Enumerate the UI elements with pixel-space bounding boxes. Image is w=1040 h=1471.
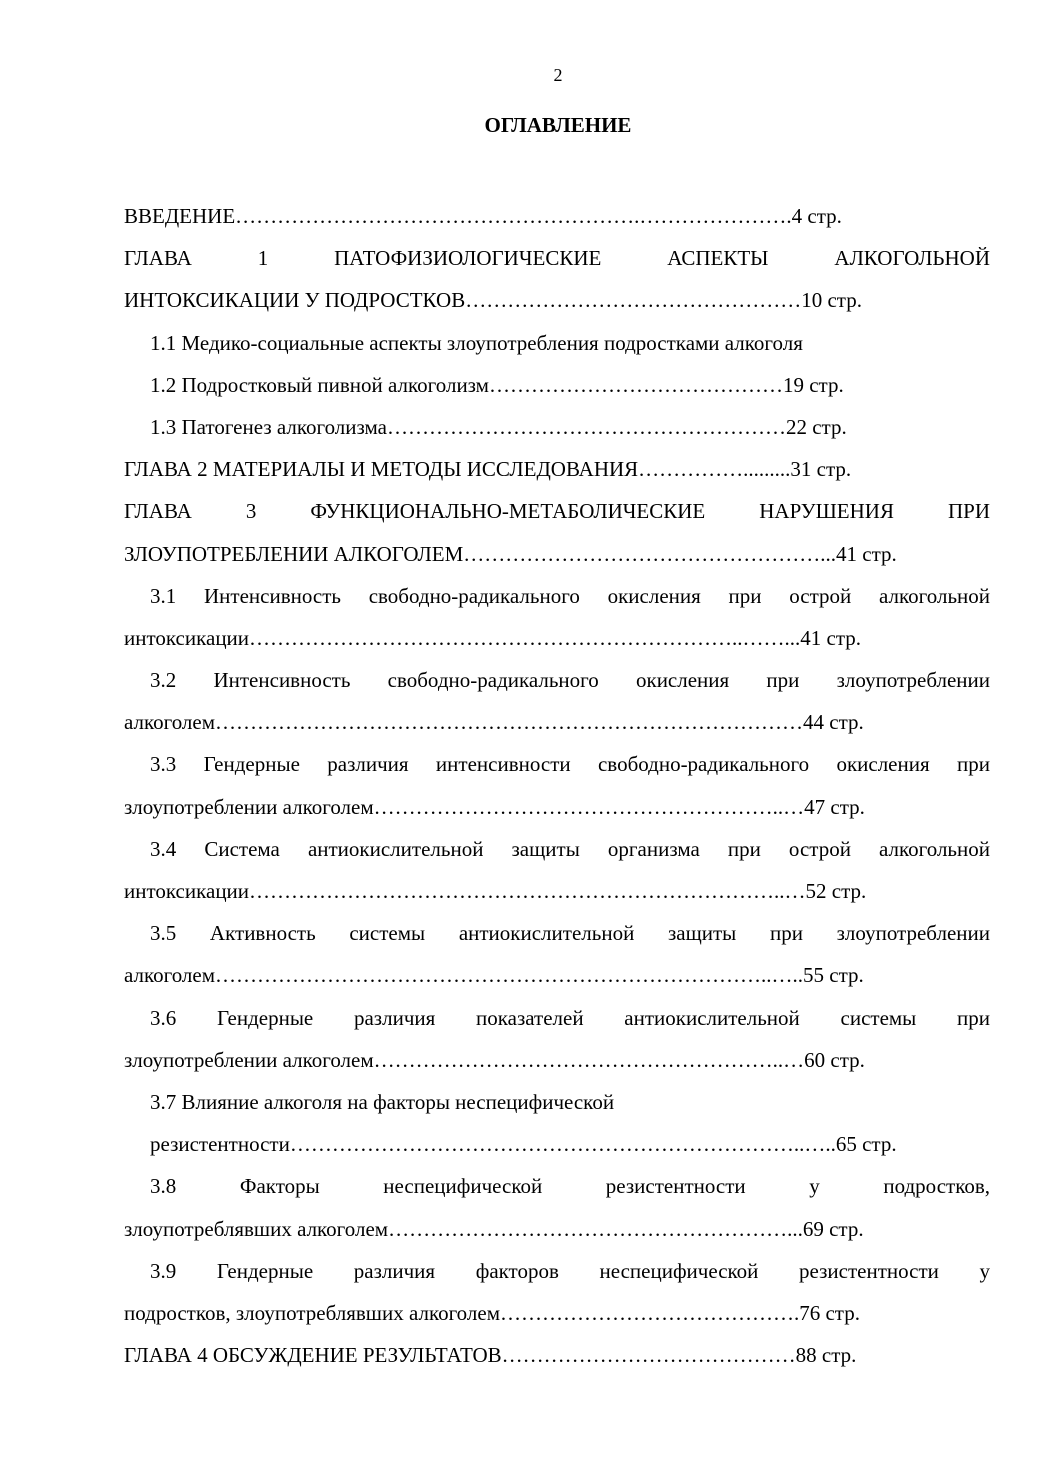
page-number: 2: [553, 65, 563, 85]
toc-line: ГЛАВА 3 ФУНКЦИОНАЛЬНО-МЕТАБОЛИЧЕСКИЕ НАРУШЕНИЯ ПРИ: [124, 499, 990, 524]
toc-line: 3.2 Интенсивность свободно-радикального окисления при злоупотреблении: [150, 668, 990, 693]
toc-line: ВВЕДЕНИЕ………………………………………………….………………….4 стр.: [124, 204, 842, 228]
toc-line: 3.6 Гендерные различия показателей антиокислительной системы при: [150, 1005, 990, 1030]
toc-line: алкоголем……………………………………………………………………..…..55 стр.: [124, 963, 864, 988]
toc-line: резистентности………………………………………………………………..…..65 стр.: [150, 1132, 897, 1157]
toc-line: ЗЛОУПОТРЕБЛЕНИИ АЛКОГОЛЕМ……………………………………………...41 стр.: [124, 541, 897, 566]
toc-line: злоупотреблении алкоголем…………………………………………………..…47 стр.: [124, 794, 865, 819]
toc-line: 3.5 Активность системы антиокислительной защиты при злоупотреблении: [150, 921, 990, 946]
toc-line: злоупотреблении алкоголем…………………………………………………..…60 стр.: [124, 1047, 865, 1072]
toc-line: интоксикации…………………………………………………………………..…52 стр.: [124, 879, 867, 903]
toc-line: 3.7 Влияние алкоголя на факторы неспецифической: [150, 1089, 615, 1114]
toc-line: 1.1 Медико-социальные аспекты злоупотребления подростками алкоголя: [150, 330, 803, 355]
toc-line: подростков, злоупотреблявших алкоголем…………………………………….76 стр.: [124, 1300, 860, 1325]
page-title: ОГЛАВЛЕНИЕ: [484, 113, 632, 137]
toc-line: 3.3 Гендерные различия интенсивности свободно-радикального окисления при: [150, 752, 990, 777]
toc-line: ИНТОКСИКАЦИИ У ПОДРОСТКОВ…………………………………………10 стр.: [124, 288, 862, 313]
toc-line: 1.2 Подростковый пивной алкоголизм……………………………………19 стр.: [150, 372, 844, 397]
toc-line: 1.3 Патогенез алкоголизма…………………………………………………22 стр.: [150, 414, 847, 439]
toc-line: 3.4 Система антиокислительной защиты организма при острой алкогольной: [150, 836, 990, 861]
toc-line: ГЛАВА 1 ПАТОФИЗИОЛОГИЧЕСКИЕ АСПЕКТЫ АЛКОГОЛЬНОЙ: [124, 246, 990, 271]
toc-line: злоупотреблявших алкоголем…………………………………………………...69 стр.: [124, 1216, 864, 1241]
toc-line: 3.8 Факторы неспецифической резистентности у подростков,: [150, 1174, 990, 1199]
toc-line: 3.9 Гендерные различия факторов неспецифической резистентности у: [150, 1258, 990, 1283]
table-of-contents: [124, 195, 990, 1376]
toc-line: 3.1 Интенсивность свободно-радикального окисления при острой алкогольной: [150, 583, 990, 608]
toc-line: интоксикации……………………………………………………………..……...41 стр.: [124, 625, 862, 650]
toc-line: ГЛАВА 4 ОБСУЖДЕНИЕ РЕЗУЛЬТАТОВ……………………………………88 стр.: [124, 1343, 857, 1368]
toc-line: ГЛАВА 2 МАТЕРИАЛЫ И МЕТОДЫ ИССЛЕДОВАНИЯ…………….........31 стр.: [124, 457, 852, 482]
toc-line: алкоголем…………………………………………………………………………44 стр.: [124, 710, 864, 735]
